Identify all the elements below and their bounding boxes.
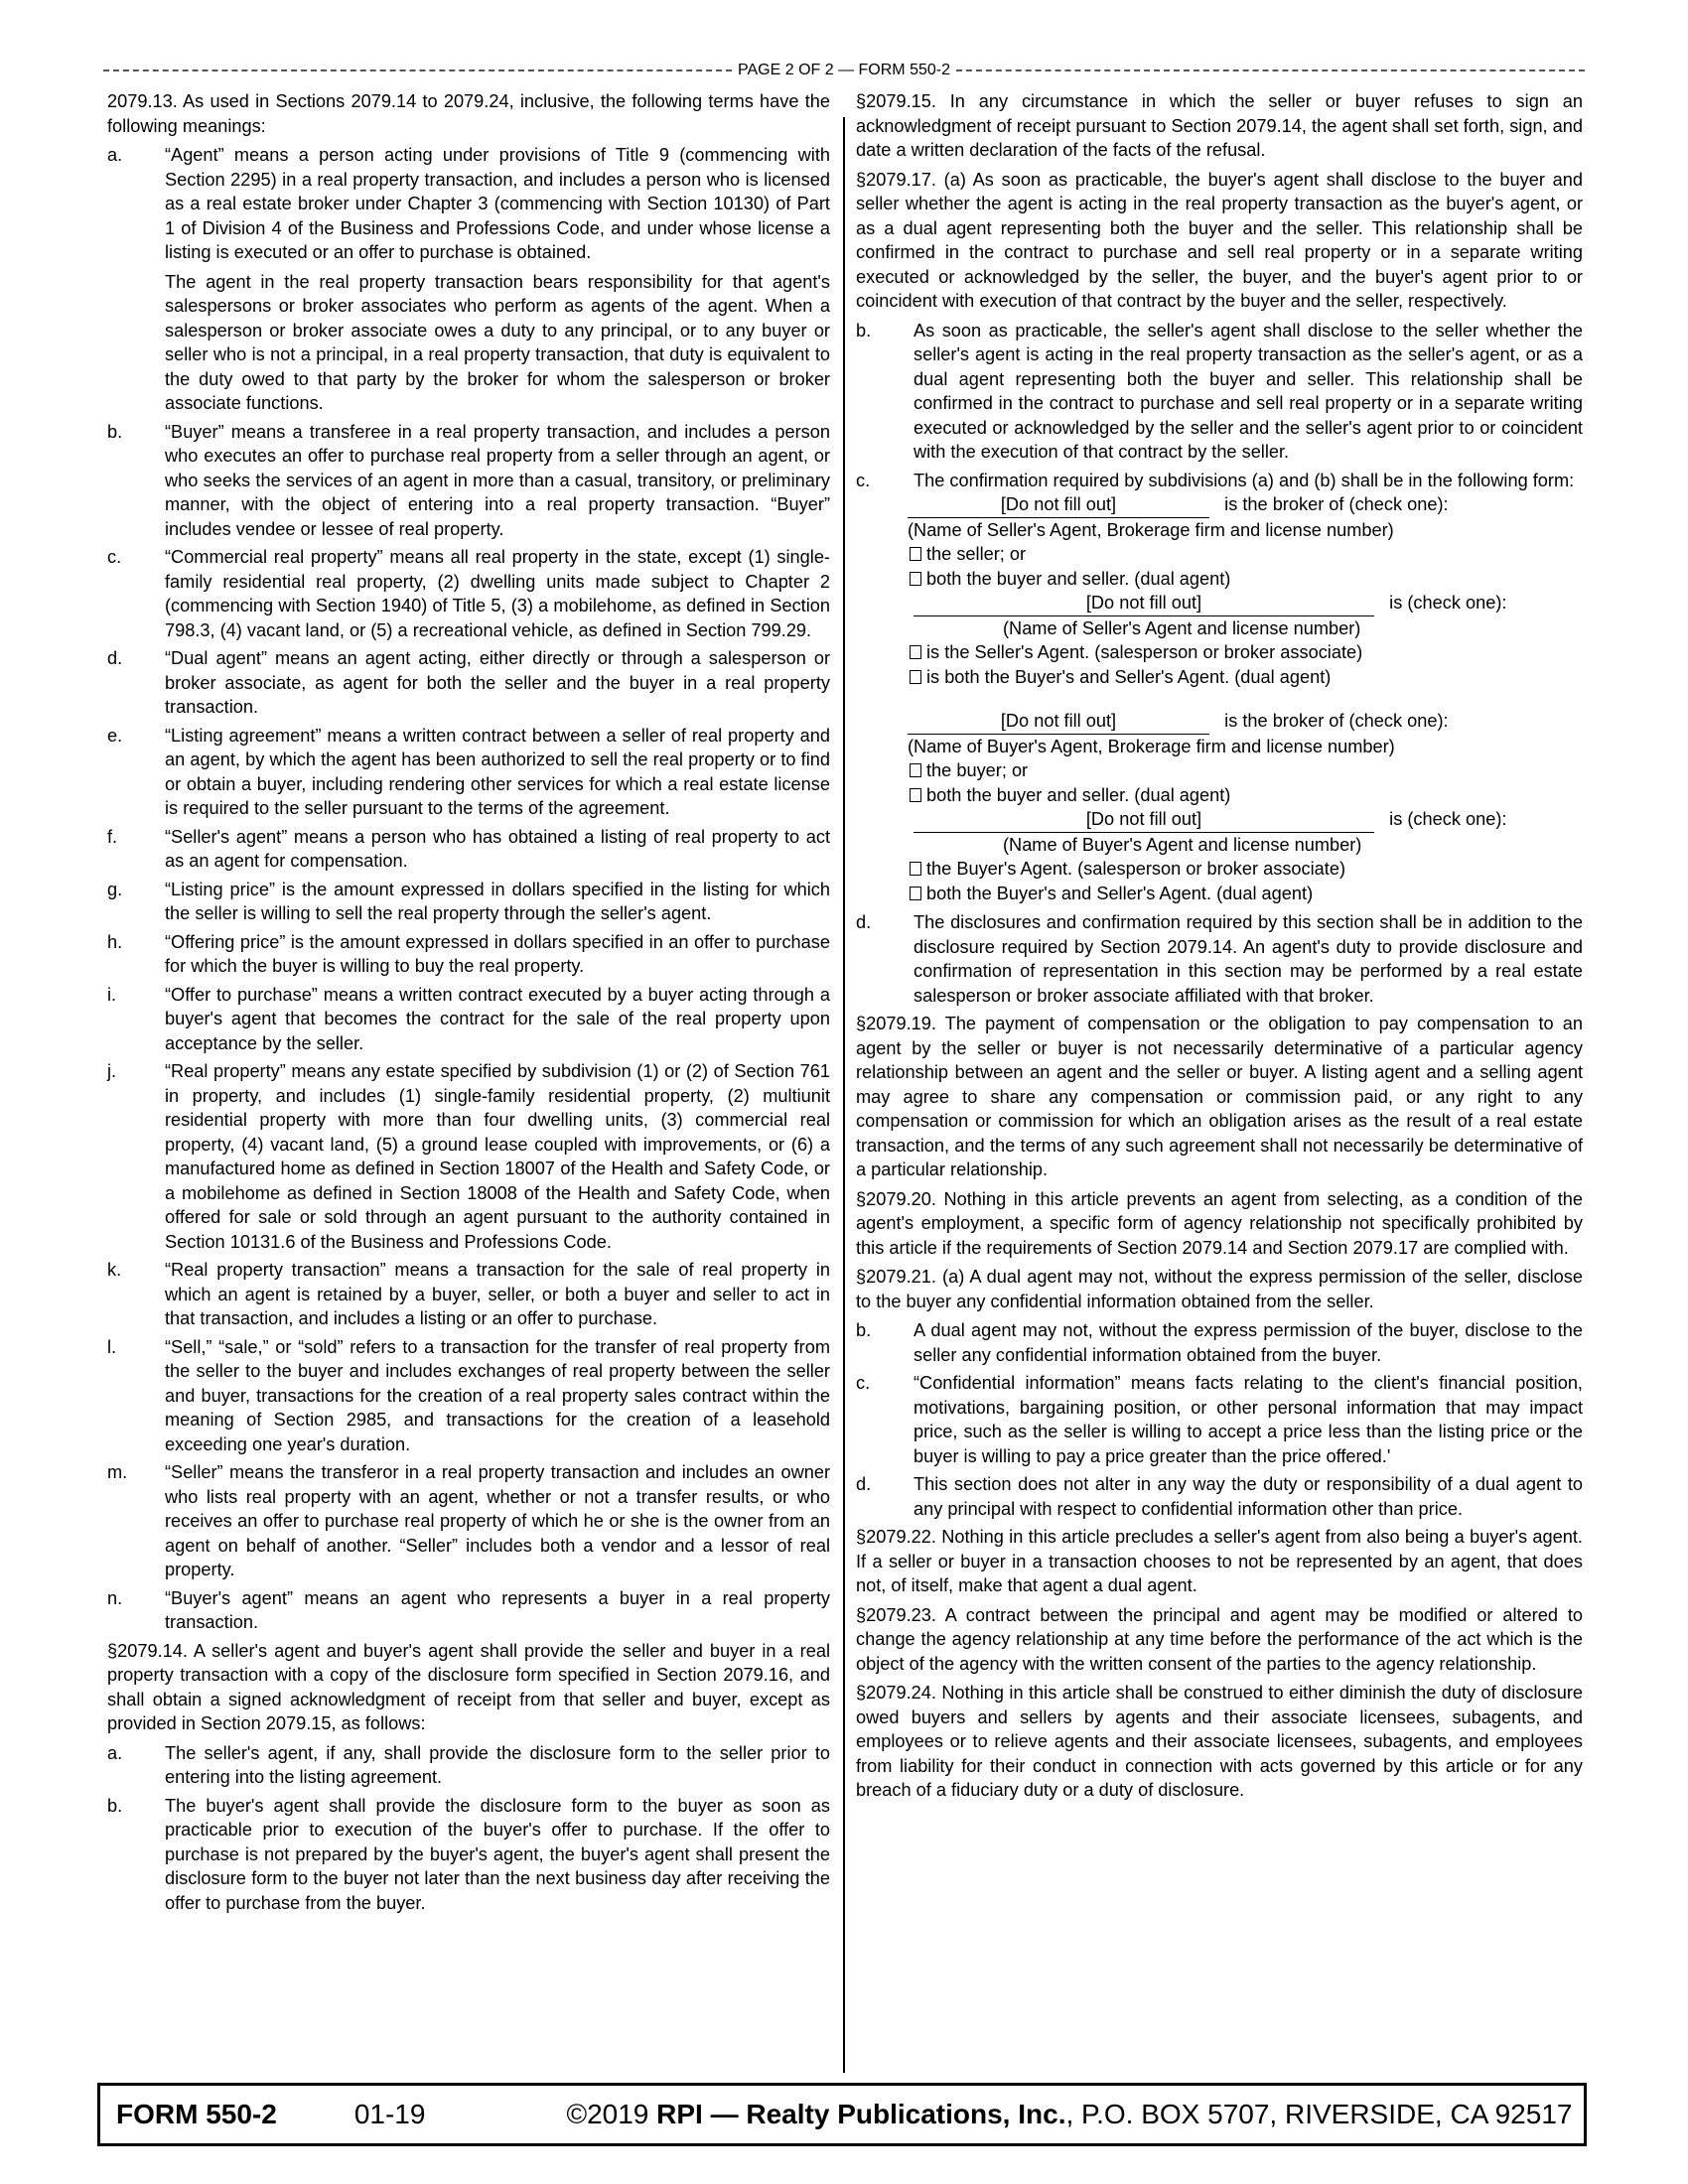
column-divider (843, 117, 845, 2073)
list-marker: k. (107, 1260, 122, 1280)
section-2079-14-intro: §2079.14. A seller's agent and buyer's agent shall provide the seller and buyer in a real property transaction with a copy of the disclosure form specified in Section 2079.16, and shall obtain a signed acknowledgment of receipt from that seller and buyer, except as provided in Section 2079.15, as follows: (107, 1640, 830, 1733)
right-column (856, 89, 1583, 1808)
list-text-body: “Seller's agent” means a person who has obtained a listing of real property to act as an agent for compensation. (165, 826, 830, 871)
list-marker: g. (107, 879, 123, 899)
page-footer (97, 2083, 1587, 2146)
checkbox-option (908, 640, 1583, 665)
list-item (856, 910, 1583, 1008)
section-2079-13-intro: 2079.13. As used in Sections 2079.14 to 2079.24, inclusive, the following terms have the following meanings: (107, 91, 830, 136)
checkbox[interactable] (910, 788, 921, 802)
list-item (107, 420, 830, 542)
section-2079-19: §2079.19. The payment of compensation or the obligation to pay compensation to an agent by the seller or buyer is not necessarily determinative of a particular agency relationship between an agent and the seller or buyer. A listing agent and a selling agent may agree to share any compensation or commission paid, or any right to any compensation or commission for which an obligation arises as the result of a real estate transaction, and the terms of any such agreement shall not necessarily be determinative of a particular relationship. (856, 1014, 1583, 1179)
list-text (165, 825, 830, 874)
list-marker: a. (107, 145, 123, 165)
list-text (165, 646, 830, 720)
page-header (97, 60, 1591, 81)
checkbox-option (908, 758, 1583, 783)
left-column (107, 89, 830, 1919)
list-item (107, 930, 830, 979)
seller-agent-caption: (Name of Seller's Agent and license number) (1003, 617, 1361, 638)
checkbox[interactable] (910, 862, 921, 876)
dual-agent-list (856, 1318, 1583, 1521)
option-label: is the Seller's Agent. (salesperson or broker associate) (926, 642, 1363, 662)
form-id: FORM 550-2 (116, 2099, 277, 2129)
checkbox[interactable] (910, 645, 921, 659)
company-name: RPI — Realty Publications, Inc. (656, 2099, 1066, 2129)
list-text-body: “Agent” means a person acting under provisions of Title 9 (commencing with Section 2295) in a real property transaction, and includes a person who is licensed as a real estate broker under Chapter 3 (commencing with Section 10130) of Part 1 of Division 4 of the Business and Professions Code, and under whose license a listing is executed or an offer to purchase is obtained. (165, 145, 830, 262)
list-item (107, 1586, 830, 1635)
list-item (856, 469, 1583, 493)
list-marker: b. (856, 320, 872, 341)
checkbox-option (908, 857, 1583, 882)
list-text (165, 1586, 830, 1635)
list-marker: i. (107, 984, 117, 1005)
list-item (107, 1741, 830, 1790)
form-date: 01-19 (353, 2099, 426, 2129)
copyright-line (566, 2099, 1572, 2130)
seller-broker-name-field[interactable]: [Do not fill out] (908, 492, 1209, 518)
list-marker: b. (107, 1795, 123, 1816)
list-item (107, 878, 830, 926)
list-text (165, 1335, 830, 1457)
checkbox[interactable] (910, 547, 921, 561)
list-text-body: The seller's agent, if any, shall provide the disclosure form to the seller prior to entering into the listing agreement. (165, 1742, 830, 1787)
list-text-body: “Buyer's agent” means an agent who represents a buyer in a real property transaction. (165, 1587, 830, 1632)
list-text (165, 1258, 830, 1331)
list-text: As soon as practicable, the seller's agent shall disclose to the seller whether the seller's agent is acting in the real property transaction as the seller's agent, or as a dual agent representing both the buyer and seller. This relationship shall be confirmed in the contract to purchase and sell real property or in a separate writing executed or acknowledged by the seller and the seller's agent prior to or coincident with the execution of that contract by the seller. (914, 320, 1583, 462)
seller-broker-line (908, 492, 1583, 518)
agent-check-label: is (check one): (1389, 809, 1507, 829)
list-item (107, 825, 830, 874)
checkbox-option (908, 882, 1583, 906)
list-text-body: “Listing agreement” means a written contract between a seller of real property and an agent, by which the agent has been authorized to sell the real property or to find or obtain a buyer, including rendering other services for which a real estate license is required to the seller pursuant to the terms of the agreement. (165, 725, 830, 818)
list-item (107, 545, 830, 642)
list-item (107, 143, 830, 416)
list-text-body: “Offering price” is the amount expressed in dollars specified in an offer to purchase for which the buyer is willing to buy the real property. (165, 931, 830, 976)
list-item (856, 319, 1583, 465)
checkbox-option (908, 665, 1583, 690)
definitions-list (107, 143, 830, 1635)
list-text (165, 930, 830, 979)
checkbox[interactable] (910, 670, 921, 684)
option-label: both the Buyer's and Seller's Agent. (dual agent) (926, 883, 1314, 903)
list-marker: c. (856, 470, 871, 490)
checkbox[interactable] (910, 887, 921, 900)
list-item (107, 1794, 830, 1916)
header-rule-right (956, 69, 1585, 71)
list-text-body: “Real property” means any estate specified by subdivision (1) or (2) of Section 761 in property, and includes (1) single-family residential property, (2) multiunit residential property with more than four dwelling units, (3) commercial real property, (4) vacant land, (5) a ground lease coupled with improvements, or (6) a manufactured home as defined in Section 18007 of the Health and Safety Code, or a mobilehome as defined in Section 18008 of the Health and Safety Code, when offered for sale or sold through an agent pursuant to the authority contained in Section 10131.6 of the Business and Professions Code. (165, 1061, 830, 1252)
checkbox[interactable] (910, 572, 921, 586)
form-spacer (908, 689, 1583, 709)
list-text (165, 143, 830, 416)
list-text-body: “Confidential information” means facts relating to the client's financial position, motivations, bargaining position, or other personal information that may impact price, such as the seller is willing to accept a price less than the listing price or the buyer is willing to pay a price greater than the price offered.' (914, 1373, 1583, 1466)
section-2079-23: §2079.23. A contract between the principal and agent may be modified or altered to change the agency relationship at any time before the performance of the act which is the object of the agency with the written consent of the parties to the agency relationship. (856, 1604, 1583, 1674)
list-text (165, 878, 830, 926)
seller-broker-caption: (Name of Seller's Agent, Brokerage firm and license number) (908, 519, 1394, 540)
option-label: both the buyer and seller. (dual agent) (926, 568, 1231, 589)
list-marker: m. (107, 1462, 128, 1482)
agent-check-label: is (check one): (1389, 593, 1507, 613)
checkbox-option (908, 567, 1583, 592)
list-text-body: “Real property transaction” means a transaction for the sale of real property in which an agent is retained by a buyer, seller, or both a buyer and seller to act in that transaction, and includes a listing or an offer to purchase. (165, 1260, 830, 1328)
list-marker: f. (107, 826, 118, 847)
page-label: PAGE 2 OF 2 — FORM 550-2 (738, 62, 950, 78)
list-marker: l. (107, 1336, 117, 1357)
checkbox-option (908, 783, 1583, 808)
list-text-extra: The agent in the real property transaction bears responsibility for that agent's salespersons or broker associates who perform as agents of the agent. When a salesperson or broker associate owes a duty to any principal, or to any buyer or seller who is not a principal, in a real property transaction, that duty is equivalent to the duty owed to that party by the broker for whom the salesperson or broker associate functions. (165, 271, 830, 413)
seller-agent-name-field[interactable]: [Do not fill out] (914, 591, 1374, 616)
list-text: The confirmation required by subdivisions (a) and (b) shall be in the following form: (914, 470, 1575, 490)
list-marker: d. (856, 1474, 872, 1494)
buyer-agent-name-field[interactable]: [Do not fill out] (914, 807, 1374, 833)
list-text (165, 724, 830, 821)
list-text-body: This section does not alter in any way the duty or responsibility of a dual agent to any principal with respect to confidential information other than price. (914, 1474, 1583, 1519)
copyright-year: ©2019 (566, 2099, 649, 2129)
list-text-body: “Seller” means the transferor in a real property transaction and includes an owner who lists real property with an agent, whether or not a transfer results, or who receives an offer to purchase real property of which he or she is the owner from an agent on behalf of another. “Seller” includes both a vendor and a lessor of real property. (165, 1462, 830, 1579)
list-text (165, 983, 830, 1056)
section-2079-21-a: §2079.21. (a) A dual agent may not, without the express permission of the seller, disclose to the buyer any confidential information obtained from the seller. (856, 1267, 1583, 1311)
header-rule-left (103, 69, 732, 71)
list-text (165, 545, 830, 642)
buyer-broker-caption: (Name of Buyer's Agent, Brokerage firm and license number) (908, 736, 1395, 756)
section-2079-17-a: §2079.17. (a) As soon as practicable, the buyer's agent shall disclose to the buyer and seller whether the agent is acting in the real property transaction as the buyer's agent, or as a dual agent representing both the buyer and the seller. This relationship shall be confirmed in the contract to purchase and sell real property or in a separate writing executed or acknowledged by the seller, the buyer, and the buyer's agent prior to or coincident with execution of that contract by the buyer and the seller, respectively. (856, 169, 1583, 311)
list-text (914, 1371, 1583, 1468)
section-2079-24: §2079.24. Nothing in this article shall be construed to either diminish the duty of disclosure owed buyers and sellers by agents and their associate licensees, subagents, and employees or to relieve agents and their associate licensees, subagents, and employees from liability for their conduct in connection with acts governed by this article or for any breach of a fiduciary duty or a duty of disclosure. (856, 1683, 1583, 1800)
checkbox[interactable] (910, 763, 921, 777)
section-2079-22: §2079.22. Nothing in this article precludes a seller's agent from also being a buyer's agent. If a seller or buyer in a transaction chooses to not be represented by an agent, that does not, of itself, make that agent a dual agent. (856, 1527, 1583, 1595)
list-text (914, 1472, 1583, 1521)
list-marker: a. (107, 1742, 123, 1763)
list-item (856, 1472, 1583, 1521)
list-item (107, 1335, 830, 1457)
option-label: the Buyer's Agent. (salesperson or broker associate) (926, 859, 1345, 879)
list-marker: n. (107, 1587, 123, 1608)
section-2079-15: §2079.15. In any circumstance in which the seller or buyer refuses to sign an acknowledgment of receipt pursuant to Section 2079.14, the agent shall set forth, sign, and date a written declaration of the facts of the refusal. (856, 91, 1584, 160)
checkbox-option (908, 542, 1583, 567)
list-marker: b. (107, 421, 123, 442)
list-item (107, 1059, 830, 1254)
list-marker: j. (107, 1061, 117, 1081)
list-text (165, 1794, 830, 1916)
broker-check-label: is the broker of (check one): (1224, 494, 1449, 514)
option-label: the seller; or (926, 544, 1027, 564)
list-text (914, 1318, 1583, 1367)
list-marker: h. (107, 931, 123, 952)
list-text (165, 420, 830, 542)
buyer-agent-caption: (Name of Buyer's Agent and license number) (1003, 834, 1362, 855)
option-label: both the buyer and seller. (dual agent) (926, 784, 1231, 805)
seller-agent-line (908, 591, 1583, 616)
list-item (856, 1371, 1583, 1468)
list-marker: d. (856, 912, 872, 932)
buyer-broker-name-field[interactable]: [Do not fill out] (908, 709, 1209, 735)
list-item (107, 1460, 830, 1582)
list-item (107, 646, 830, 720)
list-item (107, 983, 830, 1056)
list-item (107, 1258, 830, 1331)
disclosure-list (107, 1741, 830, 1916)
list-text-body: A dual agent may not, without the express permission of the buyer, disclose to the seller any confidential information obtained from the buyer. (914, 1320, 1583, 1365)
option-label: is both the Buyer's and Seller's Agent. (dual agent) (926, 666, 1332, 687)
list-item (107, 724, 830, 821)
list-marker: c. (107, 547, 122, 567)
list-text-body: “Buyer” means a transferee in a real property transaction, and includes a person who executes an offer to purchase real property from a seller through an agent, or who seeks the services of an agent in more than a casual, transitory, or preliminary manner, with the object of entering into a real property transaction. “Buyer” includes vendee or lessee of real property. (165, 421, 830, 539)
buyer-broker-line (908, 709, 1583, 735)
list-text-body: “Sell,” “sale,” or “sold” refers to a transaction for the transfer of real property from the seller to the buyer and includes exchanges of real property between the seller and buyer, transactions for the creation of a real property sales contract within the meaning of Section 2985, and transactions for the creation of a leasehold exceeding one year's duration. (165, 1336, 830, 1454)
list-text (165, 1059, 830, 1254)
agency-confirmation-form (908, 492, 1583, 905)
section-2079-20: §2079.20. Nothing in this article prevents an agent from selecting, as a condition of the agent's employment, a specific form of agency relationship not specifically prohibited by this article if the requirements of Section 2079.14 and Section 2079.17 are complied with. (856, 1188, 1583, 1258)
list-text-body: “Dual agent” means an agent acting, either directly or through a salesperson or broker associate, as agent for both the seller and the buyer in a real property transaction. (165, 648, 830, 717)
list-marker: d. (107, 648, 123, 668)
list-marker: e. (107, 725, 123, 746)
list-text (165, 1741, 830, 1790)
option-label: the buyer; or (926, 760, 1029, 780)
buyer-agent-line (908, 807, 1583, 833)
list-text-body: “Commercial real property” means all real property in the state, except (1) single-family residential real property, (2) dwelling units made subject to Chapter 2 (commencing with Section 1940) of Title 5, (3) a mobilehome, as defined in Section 798.3, (4) vacant land, or (5) a recreational vehicle, as defined in Section 799.29. (165, 547, 830, 640)
list-text-body: “Listing price” is the amount expressed in dollars specified in the listing for which the seller is willing to sell the real property through the seller's agent. (165, 879, 830, 923)
list-text-body: “Offer to purchase” means a written contract executed by a buyer acting through a buyer's agent that becomes the contract for the sale of the real property upon acceptance by the seller. (165, 984, 830, 1053)
list-marker: b. (856, 1320, 872, 1340)
list-item (856, 1318, 1583, 1367)
broker-check-label: is the broker of (check one): (1224, 711, 1449, 731)
list-text: The disclosures and confirmation required by this section shall be in addition to the disclosure required by Section 2079.14. An agent's duty to provide disclosure and confirmation of representation in this section may be performed by a real estate salesperson or broker associate affiliated with that broker. (914, 912, 1583, 1006)
list-text (165, 1460, 830, 1582)
company-address: , P.O. BOX 5707, RIVERSIDE, CA 92517 (1065, 2099, 1573, 2129)
list-marker: c. (856, 1373, 871, 1393)
list-text-body: The buyer's agent shall provide the disclosure form to the buyer as soon as practicable prior to execution of the buyer's offer to purchase. If the offer to purchase is not prepared by the buyer's agent, the buyer's agent shall present the disclosure form to the buyer not later than the next business day after receiving the offer to purchase from the buyer. (165, 1795, 830, 1913)
